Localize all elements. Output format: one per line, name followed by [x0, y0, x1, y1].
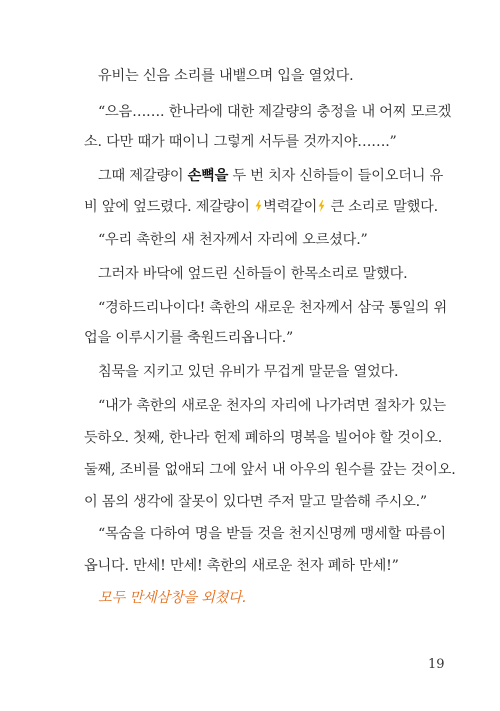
page-number: 19 [428, 657, 445, 672]
lightning-bolt-icon [318, 200, 325, 212]
text-segment: 그때 제갈량이 [98, 168, 188, 184]
paragraph-line: 침묵을 지키고 있던 유비가 무겁게 말문을 열었다. [98, 364, 399, 380]
paragraph-line: 소. 다만 때가 때이니 그렇게 서두를 것까지야…….” [84, 134, 397, 150]
paragraph-line: 유비는 신음 소리를 내뱉으며 입을 열었다. [98, 68, 354, 84]
paragraph-line: “내가 촉한의 새로운 천자의 자리에 나가려면 절차가 있는 [98, 398, 446, 414]
paragraph-line: “목숨을 다하여 명을 받들 것을 천지신명께 맹세할 따름이 [98, 526, 446, 542]
paragraph-line: 그러자 바닥에 엎드린 신하들이 한목소리로 말했다. [98, 266, 408, 282]
paragraph-line: 업을 이루시기를 축원드리옵니다.” [84, 330, 294, 346]
paragraph-line [84, 197, 438, 217]
emphasized-word: 손뼉을 [187, 168, 229, 184]
text-segment: 큰 소리로 말했다. [326, 199, 438, 215]
paragraph-line: 둘째, 조비를 없애되 그에 앞서 내 아우의 원수를 갚는 것이오. [84, 462, 456, 478]
paragraph-line: 옵니다. 만세! 만세! 촉한의 새로운 천자 폐하 만세!” [84, 558, 399, 574]
text-segment: 두 번 치자 신하들이 들이오더니 유 [228, 168, 444, 184]
paragraph-line: 듯하오. 첫째, 한나라 헌제 폐하의 명복을 빌어야 할 것이오. [84, 430, 443, 446]
text-segment: 비 앞에 엎드렸다. 제갈량이 [84, 199, 255, 215]
highlighted-paragraph-line: 모두 만세삼창을 외쳤다. [98, 590, 246, 606]
lightning-bolt-icon [255, 200, 262, 212]
text-segment: 벽력같이 [263, 199, 318, 215]
paragraph-line: “경하드리나이다! 촉한의 새로운 천자께서 삼국 통일의 위 [98, 300, 448, 316]
paragraph-line: “우리 촉한의 새 천자께서 자리에 오르셨다.” [98, 232, 368, 248]
paragraph-line [98, 166, 443, 186]
paragraph-line: 이 몸의 생각에 잘못이 있다면 주저 말고 말씀해 주시오.” [84, 494, 427, 510]
paragraph-line: “으음……. 한나라에 대한 제갈량의 충정을 내 어찌 모르겠 [98, 104, 452, 120]
